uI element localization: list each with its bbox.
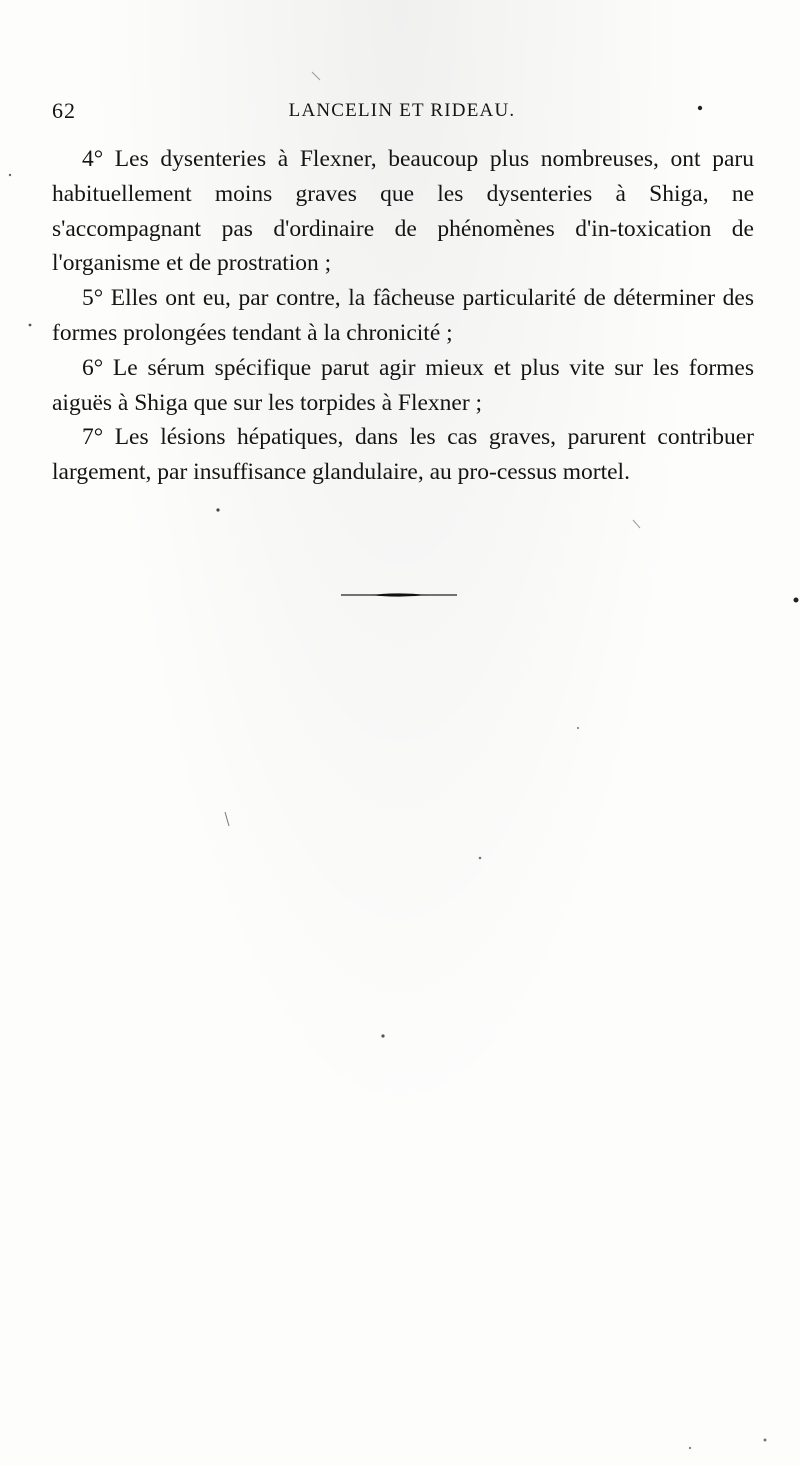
paragraph-4: 4° Les dysenteries à Flexner, beaucoup plus nombreuses, ont paru habituellement moins graves que les dysenteries à Shiga, ne s'accompagnant pas d'ordinaire de phénomènes d'in-toxication de l'organisme et de prostration ; xyxy=(52,146,754,277)
paragraph-5: 5° Elles ont eu, par contre, la fâcheuse particularité de déterminer des formes prolongées tendant à la chronicité ; xyxy=(52,285,754,346)
end-ornament-rule xyxy=(341,591,457,599)
running-head: LANCELIN ET RIDEAU. xyxy=(288,100,516,121)
page-number: 62 xyxy=(52,98,76,123)
paragraph-7: 7° Les lésions hépatiques, dans les cas graves, parurent contribuer largement, par insuffisance glandulaire, au pro-cessus mortel. xyxy=(52,424,754,486)
body-text xyxy=(52,142,754,490)
paragraph-6: 6° Le sérum spécifique parut agir mieux et plus vite sur les formes aiguës à Shiga que sur les torpides à Flexner ; xyxy=(52,354,754,416)
page-header xyxy=(52,98,752,128)
